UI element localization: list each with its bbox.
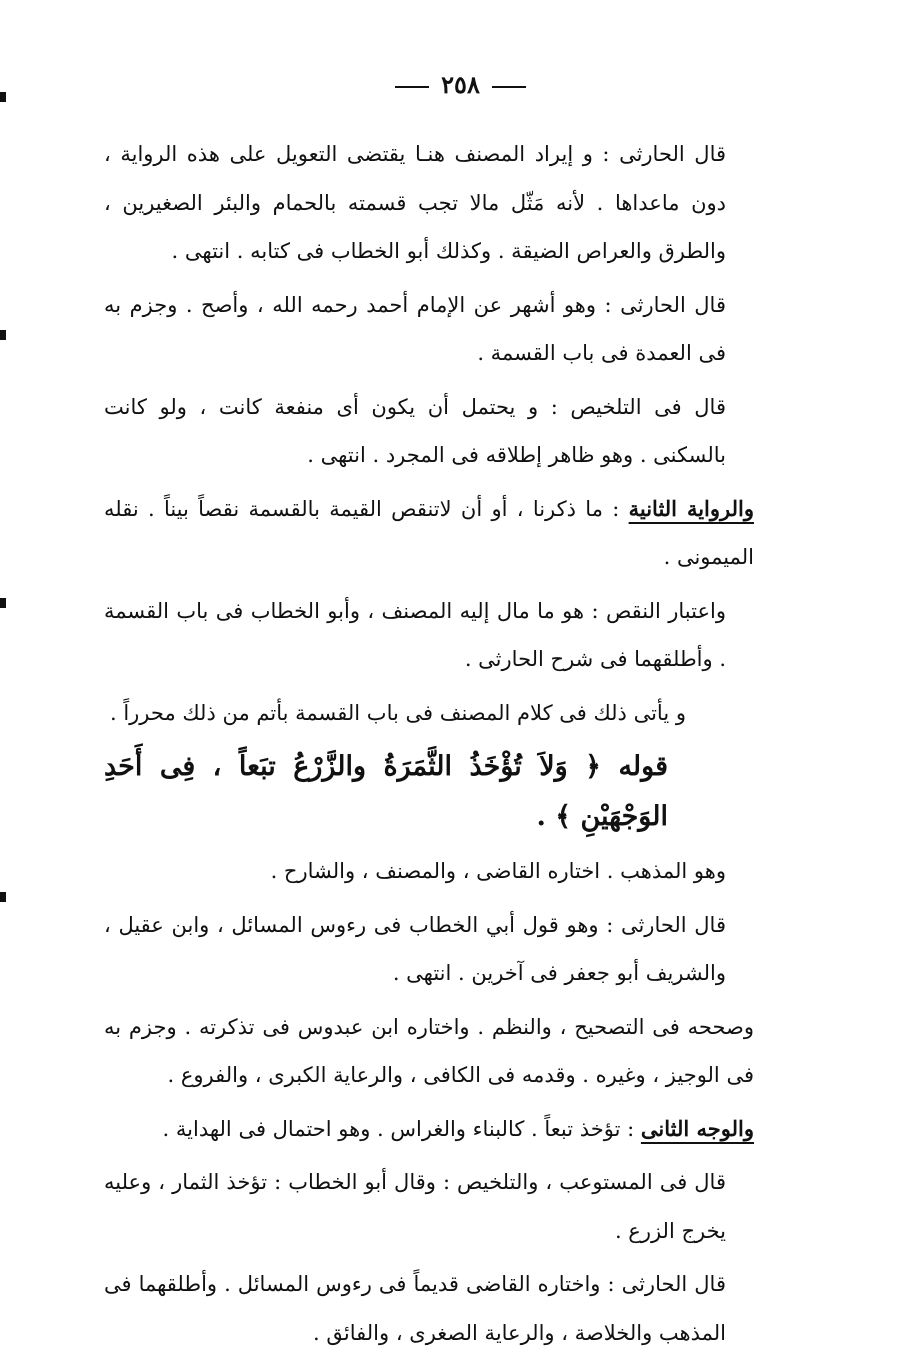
page-body xyxy=(104,130,754,1362)
paragraph xyxy=(104,847,754,896)
paragraph-text: قال الحارثى : و إيراد المصنف هنـا يقتضى التعويل على هذه الرواية ، دون ماعداها . لأنه مَثّل مالا تجب قسمته بالحمام والبئر الصغيرين ، والطرق والعراص الضيقة . وكذلك أبو الخطاب فى كتابه . انتهى . xyxy=(104,142,726,263)
paragraph xyxy=(104,689,754,738)
verse-lead: قوله xyxy=(618,751,668,782)
paragraph xyxy=(104,1260,754,1357)
paragraph xyxy=(104,130,754,276)
header-dash-right xyxy=(492,86,526,88)
quoted-verse xyxy=(104,742,754,842)
paragraph-text: و يأتى ذلك فى كلام المصنف فى باب القسمة بأتم من ذلك محرراً . xyxy=(109,700,686,725)
paragraph-text: وصححه فى التصحيح ، والنظم . واختاره ابن عبدوس فى تذكرته . وجزم به فى الوجيز ، وغيره . وقدمه فى الكافى ، والرعاية الكبرى ، والفروع . xyxy=(104,1014,754,1087)
verse-text: ﴿ وَلاَ تُؤْخَذُ الثَّمَرَةُ والزَّرْعُ تبَعاً ، فِى أَحَدِ الوَجْهَيْنِ ﴾ . xyxy=(104,751,668,832)
paragraph-text: : ما ذكرنا ، أو أن لاتنقص القيمة بالقسمة نقصاً بيناً . نقله الميمونى . xyxy=(104,496,754,569)
paragraph xyxy=(104,901,754,998)
edge-mark-3 xyxy=(0,598,6,608)
edge-mark-2 xyxy=(0,330,6,340)
paragraph xyxy=(104,1105,754,1154)
paragraph-lead: والرواية الثانية xyxy=(628,495,754,521)
paragraph xyxy=(104,485,754,582)
paragraph xyxy=(104,1003,754,1100)
paragraph-text: وهو المذهب . اختاره القاضى ، والمصنف ، والشارح . xyxy=(270,859,726,883)
paragraph-lead: والوجه الثانى xyxy=(640,1115,754,1141)
paragraph xyxy=(104,1158,754,1255)
paragraph-text: قال الحارثى : وهو أشهر عن الإمام أحمد رحمه الله ، وأصح . وجزم به فى العمدة فى باب القسمة . xyxy=(104,292,726,365)
paragraph-text: قال فى التلخيص : و يحتمل أن يكون أى منفعة كانت ، ولو كانت بالسكنى . وهو ظاهر إطلاقه فى المجرد . انتهى . xyxy=(104,394,726,467)
paragraph-text: قال الحارثى : وهو قول أبي الخطاب فى رءوس المسائل ، وابن عقيل ، والشريف أبو جعفر فى آخرين . انتهى . xyxy=(104,912,726,985)
paragraph xyxy=(104,587,754,684)
page-number: ٢٥٨ xyxy=(441,70,480,99)
header-dash-left xyxy=(395,86,429,88)
paragraph xyxy=(104,281,754,378)
paragraph-text: : تؤخذ تبعاً . كالبناء والغراس . وهو احتمال فى الهداية . xyxy=(162,1116,641,1141)
paragraph-text: قال فى المستوعب ، والتلخيص : وقال أبو الخطاب : تؤخذ الثمار ، وعليه يخرج الزرع . xyxy=(104,1170,726,1243)
edge-mark-4 xyxy=(0,892,6,902)
paragraph-text: قال الحارثى : واختاره القاضى قديماً فى رءوس المسائل . وأطلقهما فى المذهب والخلاصة ، والرعاية الصغرى ، والفائق . xyxy=(104,1272,726,1345)
page-header xyxy=(0,68,921,102)
paragraph-text: واعتبار النقص : هو ما مال إليه المصنف ، وأبو الخطاب فى باب القسمة . وأطلقهما فى شرح الحارثى . xyxy=(104,598,726,671)
paragraph xyxy=(104,383,754,480)
